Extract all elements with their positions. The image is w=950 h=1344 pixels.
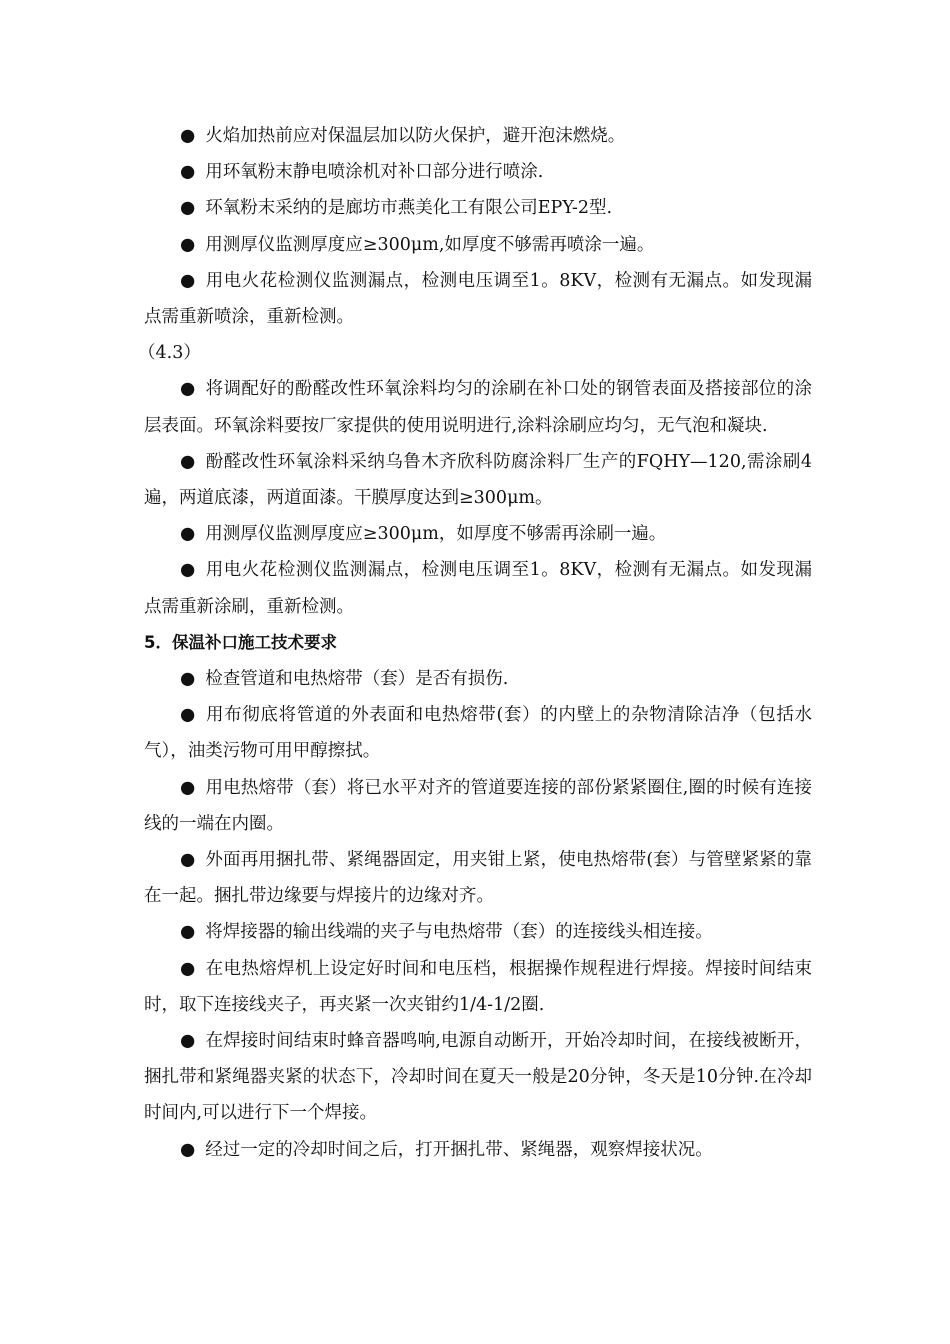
bullet-icon: ●	[180, 1139, 196, 1160]
item-text: 用电火花检测仪监测漏点，检测电压调至1。8KV，检测有无漏点。如发现漏点需重新喷涂，重新检测。	[144, 270, 812, 328]
bullet-item	[144, 951, 812, 1023]
bullet-icon: ●	[180, 777, 196, 798]
bullet-item	[144, 444, 812, 516]
bullet-item	[144, 263, 812, 335]
item-text: 外面再用捆扎带、紧绳器固定，用夹钳上紧，使电热熔带(套）与管壁紧紧的靠在一起。捆扎带边缘要与焊接片的边缘对齐。	[144, 850, 812, 907]
bullet-item	[144, 1023, 812, 1132]
bullet-icon: ●	[180, 1031, 196, 1052]
bullet-item	[144, 516, 812, 552]
bullet-item	[144, 552, 812, 624]
bullet-icon: ●	[180, 126, 196, 146]
item-text: 将调配好的酚醛改性环氧涂料均匀的涂刷在补口处的钢管表面及搭接部位的涂层表面。环氧涂料要按厂家提供的使用说明进行,涂料涂刷应均匀，无气泡和凝块.	[144, 379, 812, 436]
bullet-icon: ●	[180, 379, 196, 400]
bullet-item	[144, 914, 812, 950]
bullet-item	[144, 697, 812, 769]
bullet-item	[144, 842, 812, 914]
bullet-icon: ●	[180, 922, 196, 943]
bullet-icon: ●	[180, 198, 196, 219]
item-text: 酚醛改性环氧涂料采纳乌鲁木齐欣科防腐涂料厂生产的FQHY—120,需涂刷4遍，两道底漆，两道面漆。干膜厚度达到≥300μm。	[144, 451, 812, 509]
item-text: 环氧粉末采纳的是廊坊市燕美化工有限公司EPY-2型.	[205, 198, 613, 219]
item-text: 用电火花检测仪监测漏点，检测电压调至1。8KV，检测有无漏点。如发现漏点需重新涂刷，重新检测。	[144, 560, 812, 617]
bullet-icon: ●	[180, 524, 196, 545]
item-text: 经过一定的冷却时间之后，打开捆扎带、紧绳器，观察焊接状况。	[205, 1139, 713, 1160]
bullet-item	[144, 661, 812, 697]
bullet-icon: ●	[180, 162, 196, 183]
bullet-icon: ●	[180, 958, 196, 979]
item-text: 用布彻底将管道的外表面和电热熔带(套）的内壁上的杂物清除洁净（包括水气），油类污物可用甲醇擦拭。	[144, 705, 812, 762]
bullet-item	[144, 371, 812, 443]
bullet-item	[144, 118, 812, 154]
bullet-icon: ●	[180, 850, 196, 871]
item-text: 用环氧粉末静电喷涂机对补口部分进行喷涂.	[205, 162, 544, 183]
document-page	[138, 118, 812, 1168]
bullet-icon: ●	[180, 705, 196, 726]
bullet-icon: ●	[180, 234, 196, 255]
bullet-item	[144, 154, 812, 190]
bullet-icon: ●	[180, 270, 196, 291]
item-text: 检查管道和电热熔带（套）是否有损伤.	[205, 669, 509, 690]
item-text: 将焊接器的输出线端的夹子与电热熔带（套）的连接线头相连接。	[205, 922, 713, 943]
bullet-item	[144, 190, 812, 226]
bullet-icon: ●	[180, 669, 196, 690]
item-text: 火焰加热前应对保温层加以防火保护，避开泡沫燃烧。	[205, 126, 626, 146]
item-text: 在焊接时间结束时蜂音器鸣响,电源自动断开，开始冷却时间，在接线被断开，捆扎带和紧绳器夹紧的状态下，冷却时间在夏天一般是20分钟，冬天是10分钟.在冷却时间内,可以进行下一个焊接。	[144, 1031, 812, 1124]
item-text: 用测厚仪监测厚度应≥300μm，如厚度不够需再涂刷一遍。	[205, 524, 667, 545]
bullet-item	[144, 770, 812, 842]
bullet-item	[144, 1132, 812, 1168]
bullet-icon: ●	[180, 451, 196, 472]
item-text: 用测厚仪监测厚度应≥300μm,如厚度不够需再喷涂一遍。	[205, 234, 655, 255]
bullet-item	[144, 227, 812, 263]
section-label: （4.3）	[138, 343, 201, 364]
item-text: 在电热熔焊机上设定好时间和电压档，根据操作规程进行焊接。焊接时间结束时，取下连接线夹子，再夹紧一次夹钳约1/4-1/2圈.	[144, 958, 812, 1015]
section-heading: 5．保温补口施工技术要求	[144, 632, 337, 652]
item-text: 用电热熔带（套）将已水平对齐的管道要连接的部份紧紧圈住,圈的时候有连接线的一端在内圈。	[144, 777, 812, 834]
bullet-icon: ●	[180, 560, 196, 581]
